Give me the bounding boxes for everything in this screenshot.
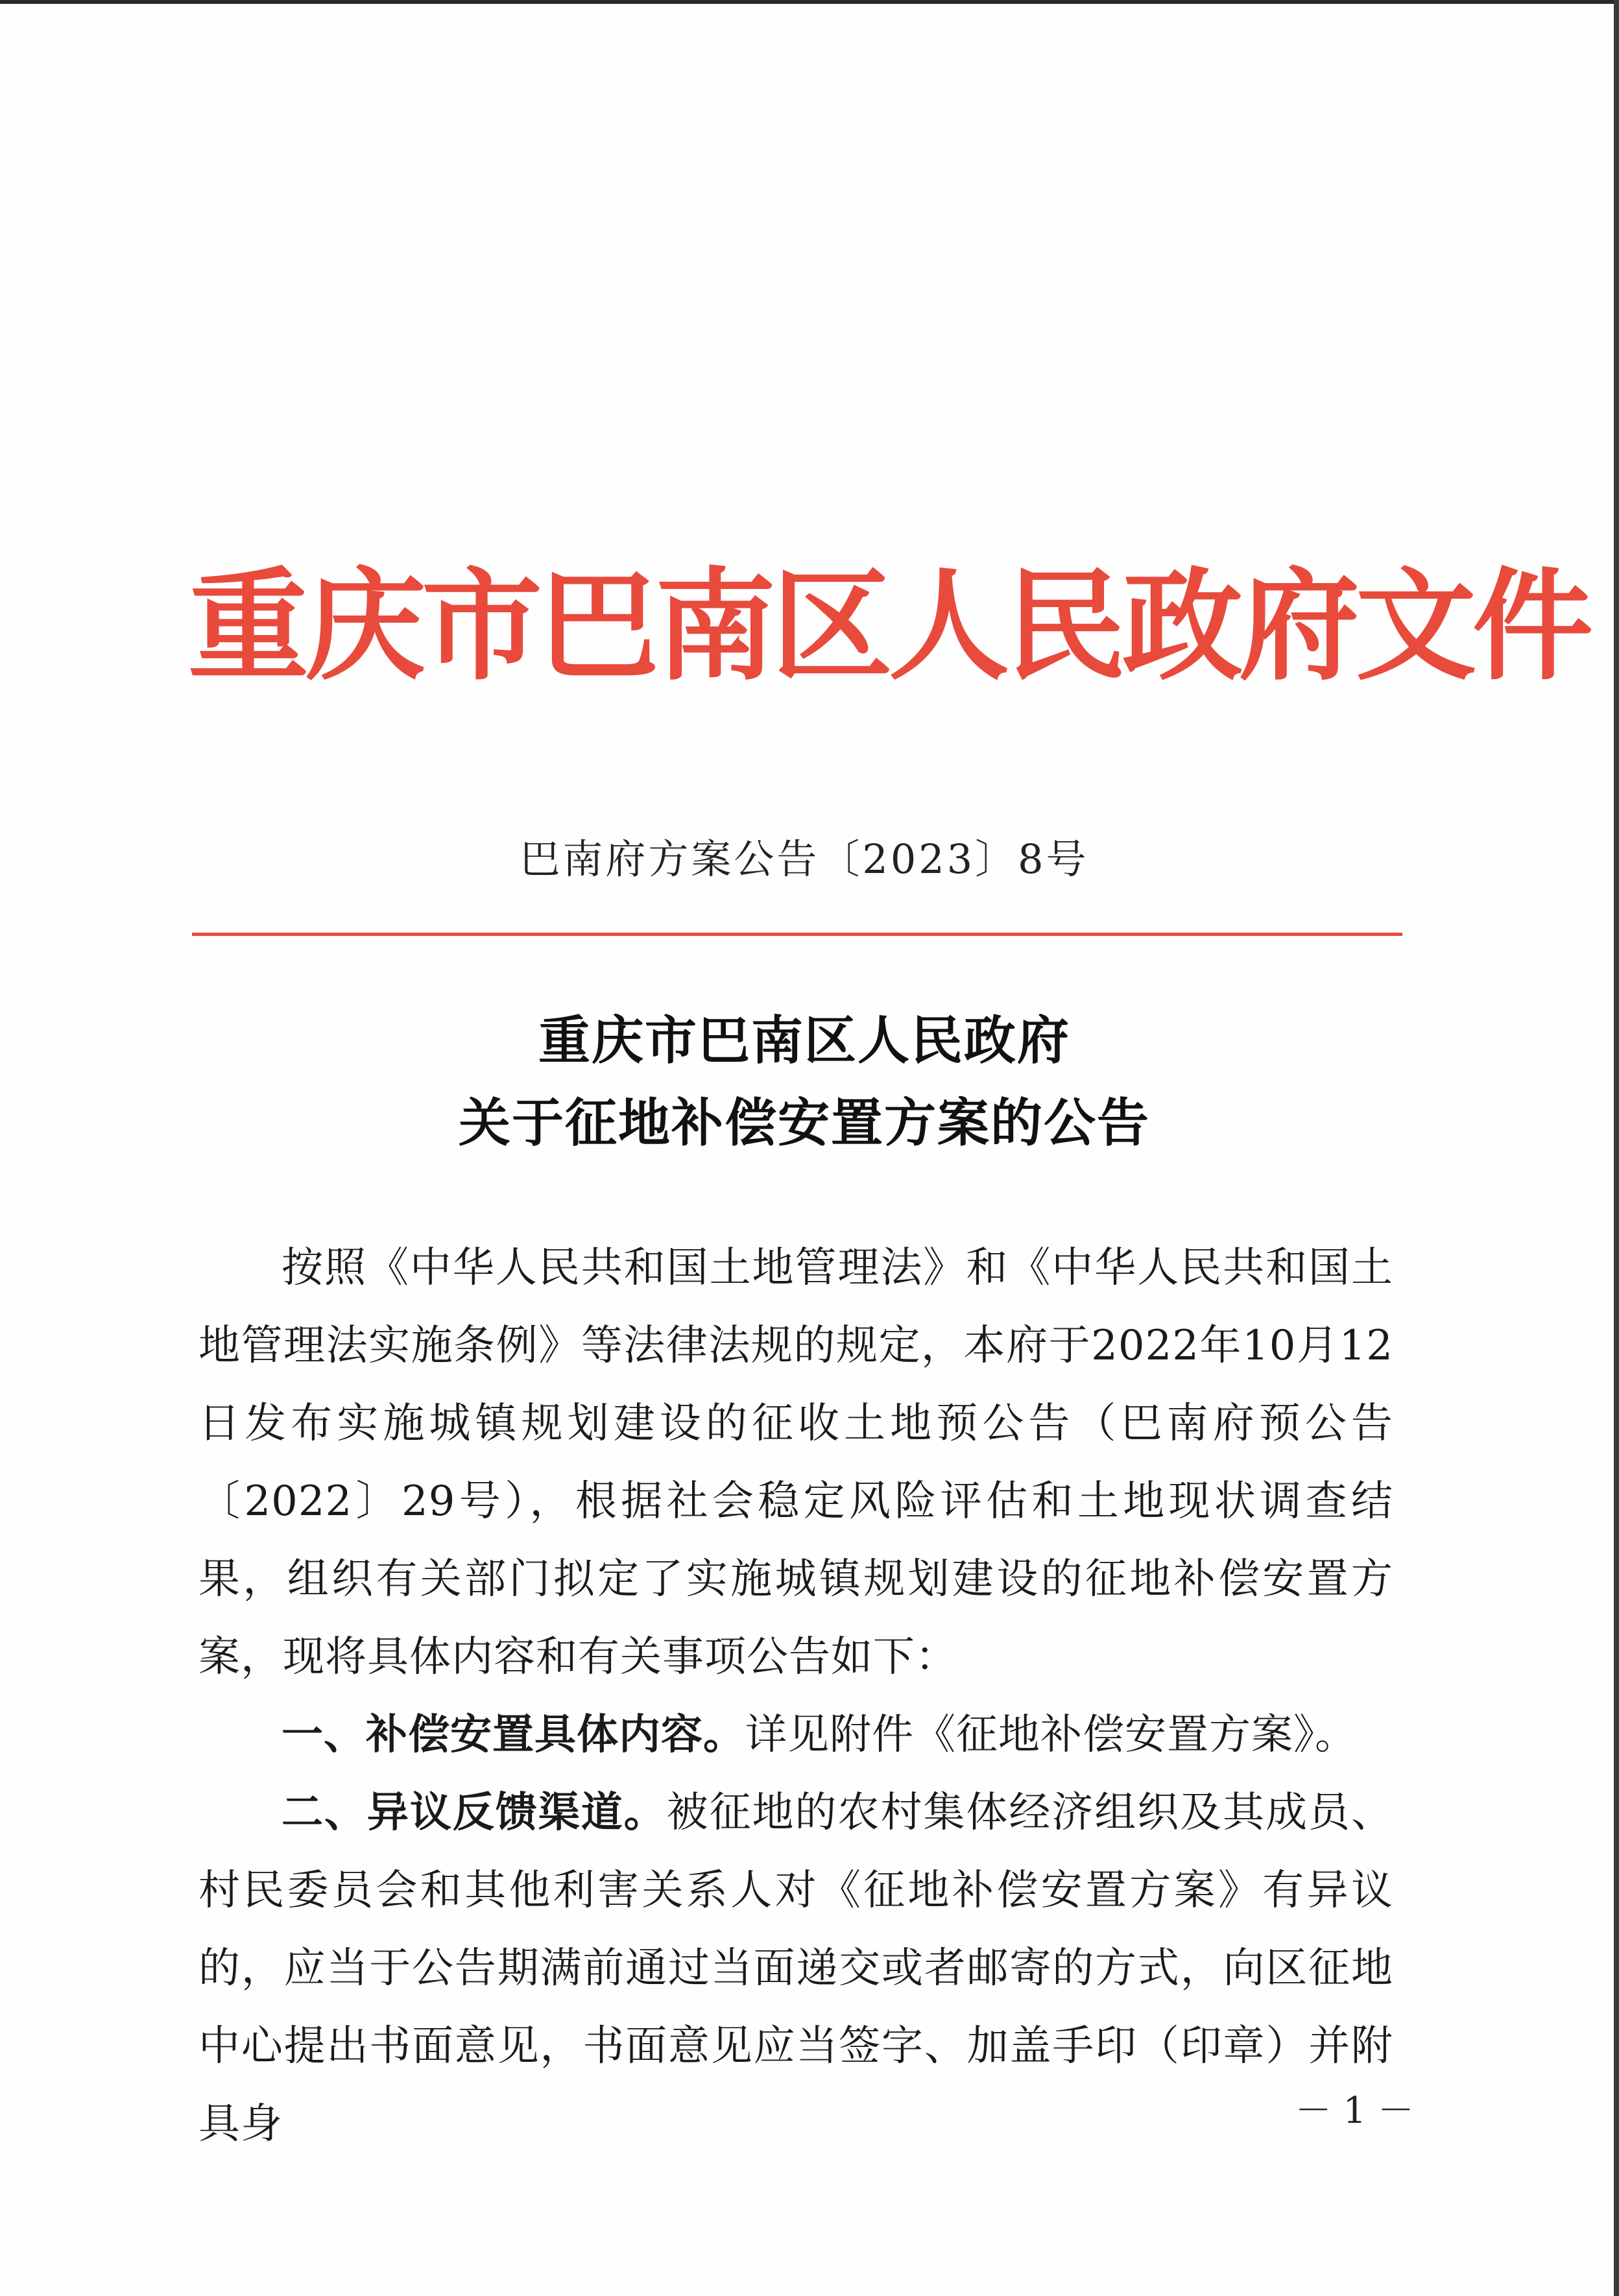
intro-paragraph: 按照《中华人民共和国土地管理法》和《中华人民共和国土地管理法实施条例》等法律法规的规定，本府于2022年10月12日发布实施城镇规划建设的征收土地预公告（巴南府预公告〔2022〕29号），根据社会稳定风险评估和土地现状调查结果，组织有关部门拟定了实施城镇规划建设的征地补偿安置方案，现将具体内容和有关事项公告如下： xyxy=(198,1244,1393,1681)
notice-title-line-1: 重庆市巴南区人民政府 xyxy=(538,1010,1070,1071)
item-2-paragraph xyxy=(198,1774,1393,2163)
document-number: 巴南府方案公告〔2023〕8号 xyxy=(520,835,1089,883)
notice-title-line-2: 关于征地补偿安置方案的公告 xyxy=(459,1093,1150,1153)
item-2-text: 被征地的农村集体经济组织及其成员、村民委员会和其他利害关系人对《征地补偿安置方案》有异议的，应当于公告期满前通过当面递交或者邮寄的方式，向区征地中心提出书面意见，书面意见应当签字、加盖手印（印章）并附具身 xyxy=(198,1789,1393,2148)
item-1-heading: 一、补偿安置具体内容。 xyxy=(282,1711,745,1759)
red-divider-line xyxy=(192,933,1402,936)
item-2-heading: 二、异议反馈渠道。 xyxy=(282,1789,667,1837)
page-number: － 1 － xyxy=(1295,2090,1414,2132)
item-1-paragraph xyxy=(198,1696,1393,1774)
scan-edge-right xyxy=(1614,0,1619,2296)
scan-edge-top xyxy=(0,0,1619,4)
item-1-text: 详见附件《征地补偿安置方案》。 xyxy=(745,1711,1357,1759)
masthead-title: 重庆市巴南区人民政府文件 xyxy=(188,555,1590,697)
notice-body xyxy=(198,1229,1393,2163)
